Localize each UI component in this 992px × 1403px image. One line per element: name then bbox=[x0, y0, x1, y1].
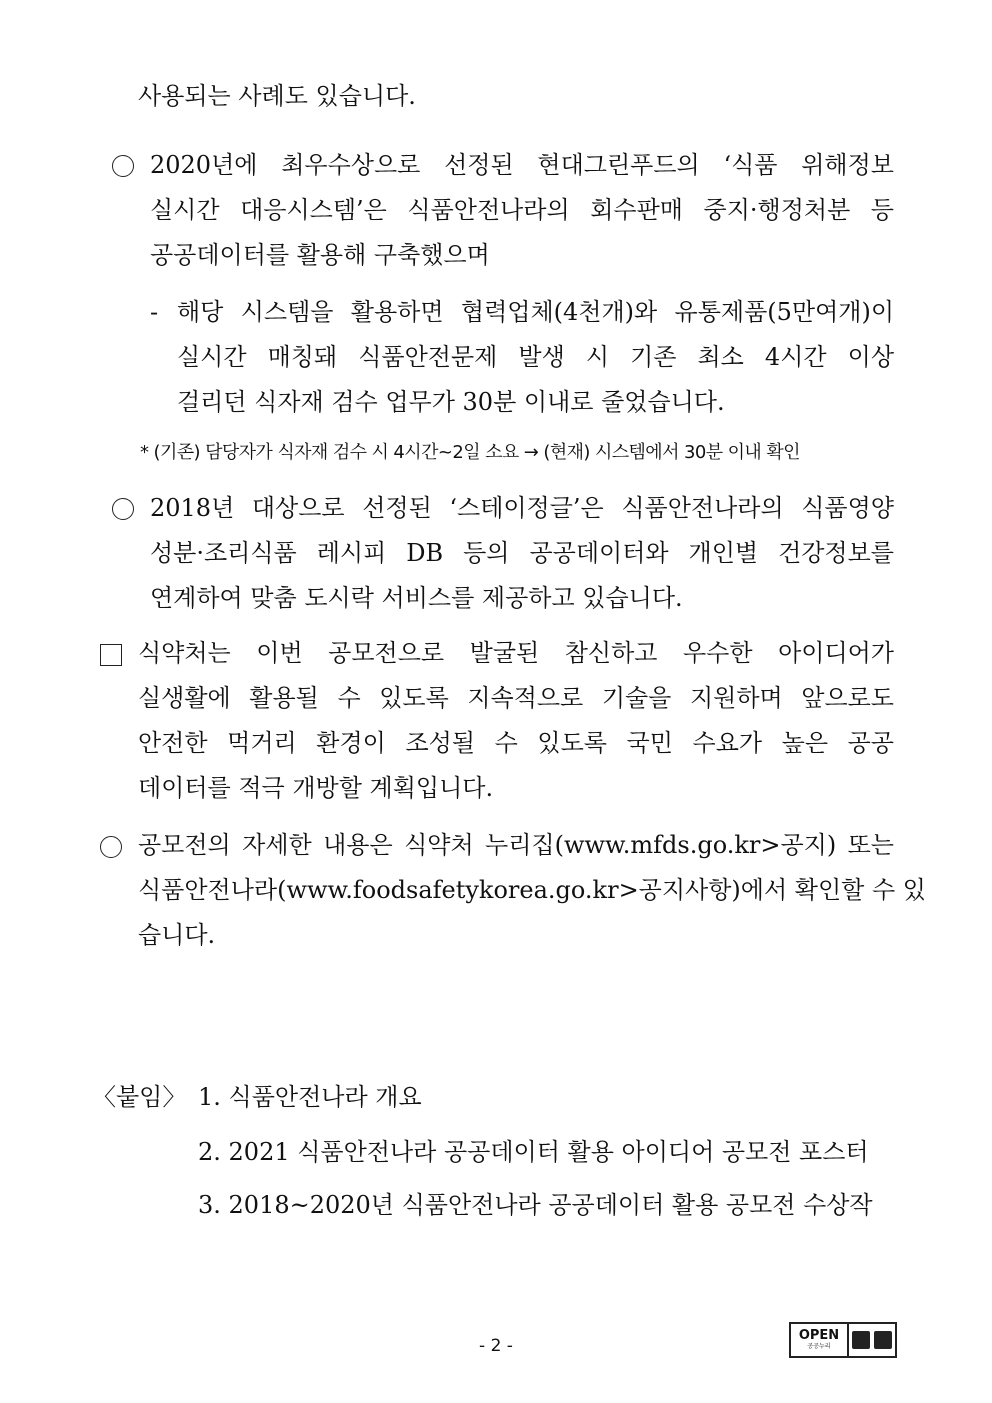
attribution-icon bbox=[852, 1331, 870, 1349]
ogl-left-panel bbox=[791, 1324, 849, 1356]
paragraph-4-line-2: 식품안전나라(www.foodsafetykorea.go.kr>공지사항)에서 확인할 수 있 bbox=[138, 876, 926, 904]
paragraph-3-line-1: 식약처는 이번 공모전으로 발굴된 참신하고 우수한 아이디어가 bbox=[138, 639, 894, 667]
attachment-item: 1. 식품안전나라 개요 bbox=[198, 1083, 422, 1111]
ogl-sub-text: 공공누리 bbox=[807, 1343, 831, 1350]
ogl-open-text: OPEN bbox=[798, 1328, 840, 1343]
footnote: * (기존) 담당자가 식자재 검수 시 4시간~2일 소요 → (현재) 시스템에서 30분 이내 확인 bbox=[140, 442, 800, 463]
circle-bullet-icon bbox=[100, 836, 122, 858]
paragraph-3-line-2: 실생활에 활용될 수 있도록 지속적으로 기술을 지원하며 앞으로도 bbox=[138, 684, 894, 712]
circle-bullet-icon bbox=[112, 498, 134, 520]
sub-item-line-2: 실시간 매칭돼 식품안전문제 발생 시 기존 최소 4시간 이상 bbox=[177, 343, 894, 371]
commercial-use-icon bbox=[874, 1331, 892, 1349]
continuation-line: 사용되는 사례도 있습니다. bbox=[138, 82, 416, 110]
dash-bullet: - bbox=[150, 298, 159, 326]
attachment-item: 2. 2021 식품안전나라 공공데이터 활용 아이디어 공모전 포스터 bbox=[198, 1138, 869, 1166]
paragraph-4-line-3: 습니다. bbox=[138, 921, 216, 949]
ogl-icons bbox=[849, 1324, 895, 1356]
paragraph-2-line-2: 성분·조리식품 레시피 DB 등의 공공데이터와 개인별 건강정보를 bbox=[150, 539, 894, 567]
sub-item-line-1: 해당 시스템을 활용하면 협력업체(4천개)와 유통제품(5만여개)이 bbox=[177, 298, 894, 326]
paragraph-1-line-1: 2020년에 최우수상으로 선정된 현대그린푸드의 ‘식품 위해정보 bbox=[150, 151, 894, 179]
open-license-logo bbox=[789, 1322, 897, 1358]
paragraph-4-line-1: 공모전의 자세한 내용은 식약처 누리집(www.mfds.go.kr>공지) 또는 bbox=[138, 831, 894, 859]
paragraph-1-line-2: 실시간 대응시스템’은 식품안전나라의 회수판매 중지·행정처분 등 bbox=[150, 196, 894, 224]
attachment-label: 〈붙임〉 bbox=[92, 1083, 187, 1111]
page-number: - 2 - bbox=[479, 1336, 513, 1356]
sub-item-line-3: 걸리던 식자재 검수 업무가 30분 이내로 줄었습니다. bbox=[177, 388, 725, 416]
paragraph-3-line-3: 안전한 먹거리 환경이 조성될 수 있도록 국민 수요가 높은 공공 bbox=[138, 729, 894, 757]
paragraph-2-line-1: 2018년 대상으로 선정된 ‘스테이정글’은 식품안전나라의 식품영양 bbox=[150, 494, 894, 522]
paragraph-2-line-3: 연계하여 맞춤 도시락 서비스를 제공하고 있습니다. bbox=[150, 584, 683, 612]
paragraph-3-line-4: 데이터를 적극 개방할 계획입니다. bbox=[138, 774, 494, 802]
square-bullet-icon bbox=[100, 644, 122, 666]
paragraph-1-line-3: 공공데이터를 활용해 구축했으며 bbox=[150, 241, 490, 269]
circle-bullet-icon bbox=[112, 155, 134, 177]
attachment-item: 3. 2018~2020년 식품안전나라 공공데이터 활용 공모전 수상작 bbox=[198, 1191, 873, 1219]
